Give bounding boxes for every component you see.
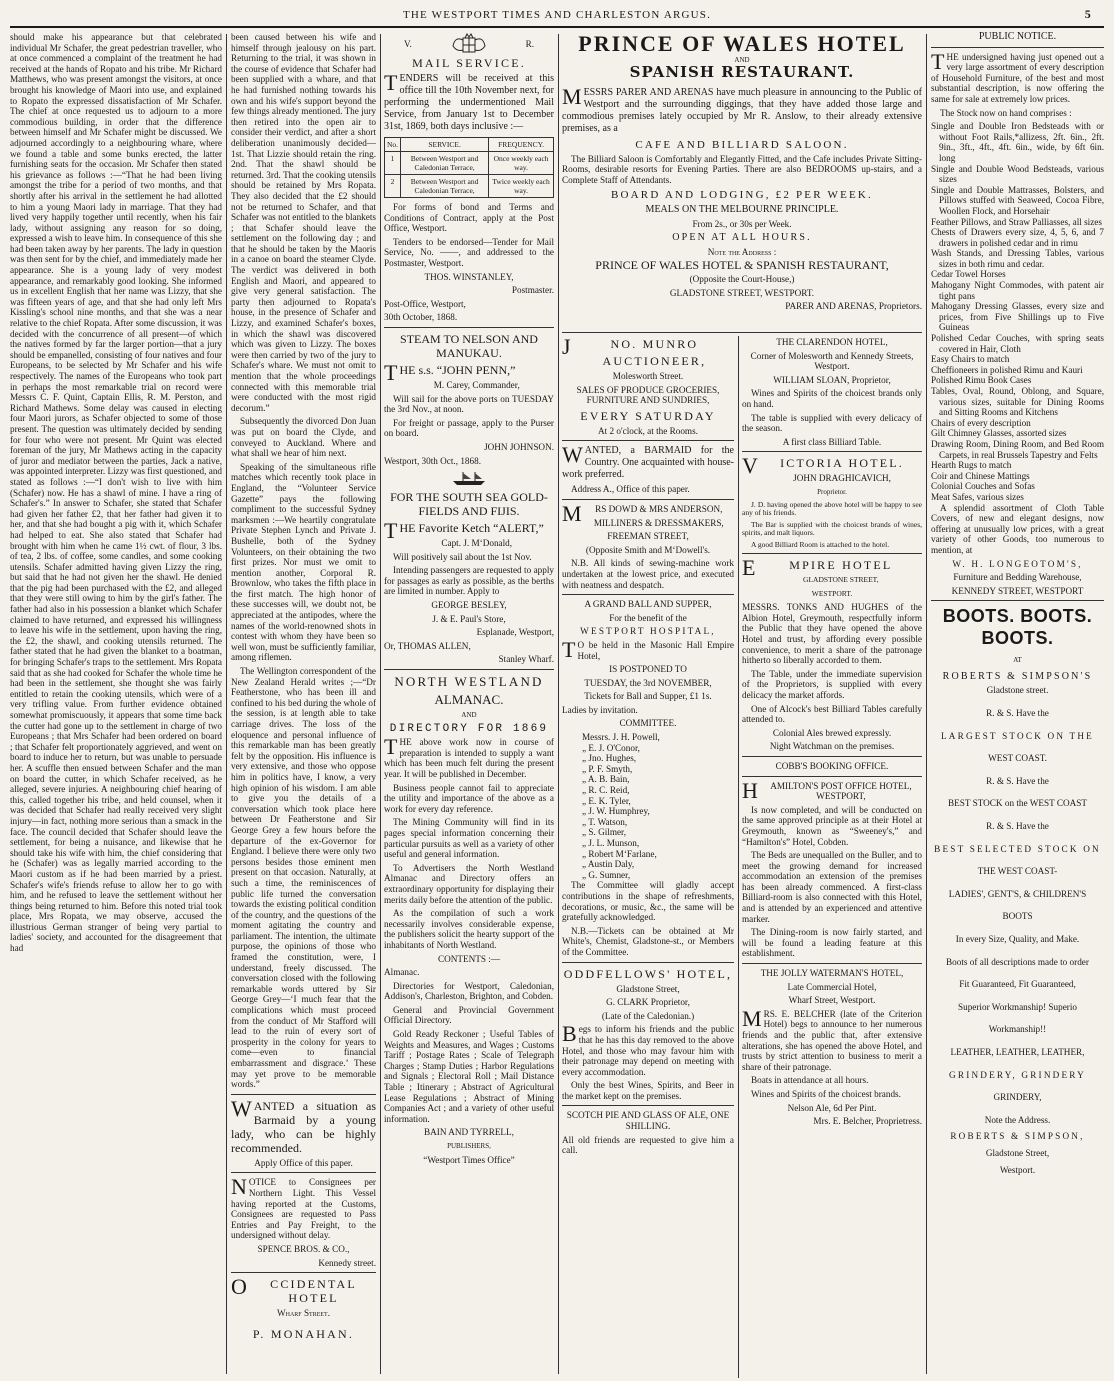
notice-p3: A splendid assortment of Cloth Table Covers, of new and elegant designs, now offering at unusually low prices, with a great variety of other Goods, too numerous to mention, at: [931, 502, 1104, 555]
jolly-p1: MRS. E. BELCHER (late of the Criterion Hotel) begs to announce to her numerous friends and the public that, after extensive alterations, she has opened the above Hotel, and trusts by strict attention to business to merit a share of their patronage.: [742, 1005, 922, 1072]
table-cell: Between Westport and Caledonian Terrace,: [401, 152, 489, 175]
article-paragraph: should make his appearance but that celebrated individual Mr Schafer, the great pedestrian traveller, who at once commenced a complaint of the treatment he had received at the hands of Ropato and his tribe. Mr Richard Matthews, who was present amongst the visitors, at once brought his knowledge of Maori into use, and explained to Ropato the expressed dissatisfaction of Mr Schafer. The chief at once requested us to adjourn to a more commodious building, in order that the difference between himself and Mr Schafer might be discussed. We adjourned accordingly to a neighbouring whare, where we found a table and some bunks erected, the latter furnishing seats for the occasion. Mr Schafer then stated his grievance as follows :—“That he had been living amongst the tribe for a period of two months, and that shortly after his arrival in the settlement he had allotted to him a young Maori lady in marriage. That they had lived very happily together until recently, when his fair lady, without assigning any reason for so doing, expressed a wish to leave him. In consequence of this she had been taken away by her parents. The lady in question was then sent for by the chief, and immediately made her appearance. She is a young lady of very modest appearance, and remarkably good looking. She informed us in excellent English that her name was Lizzy, that she was fifteen years of age, and that she had only left Mrs Kissling's school nine months, and that she was a near relative to the chief Ropata. After some discussion, it was decided with the concurrence of all present—of which the natives formed by far the larger portion—that a jury should be empanelled, consisting of four natives and four Europeans, to be selected by Mr Schafer and his wife respectively. The names of the Europeans who took part in perhaps the most remarkable trial on record were Messrs C. F. Quint, Captain Ellis, R. M. Perston, and Richard Mathews. Some delay was caused in electing four Maori jurors, as Schafer objected to some of those present. The question was ultimately decided by sending for four who were not present. Mr Quint was elected foreman of the jury, Mr Mathews acting in the capacity of juror and mediator between the parties, Jack a native, was appointed interpreter. Lizzy was first questioned, and stated as follows :—“I don't wish to live with him (Schafer) now. He has a shawl of mine. I have a ring of Schafer's.” In answer to Schafer, she stated that Schafer had given her father £2, that her father had given it to her, and that she had bought a pig with it, which Schafer had helped to eat. She also stated that Schafer had brought with him when he came 1½ cwt. of flour, 3 lbs. of tea, 2 lbs. of coffee, some candles, and some cooking utensils. Schafer admitted having given Lizzy the ring, but said that he had not given her the shawl. He denied that the pig had been purchased with the £2, and alleged that they were still owing to him by the girl's father. The father had also in his possession a blanket which Schafer claimed to have returned, and expressed his willingness to leave his wife in the settlement, upon having the ring, the £2, the shawl, and cooking utensils returned. The father stated that he had given the blanket to a boatman, for bringing Schafer's traps to the settlement. Mrs Ropata said that as she had cooked for Schafer the whole time he had been in the settlement, she thought she was fairly entitled to retain the cooking utensils, which were of a very trifling value. From further evidence obtained somewhat promiscuously, it appears that some time back the cutter had gone up to the settlement in charge of two Europeans ; that Mrs Schafer had been ordered on board ; that Schafer felt proportionately aggrieved, and went on board to induce her to return, but was unable to persuade her. A scuffle then ensued between Schafer and the man on board the cutter, in which Schafer received, as he alleged, severe injuries. A neighbouring chief hearing of this, called together his tribe, and held counsel, when it was decided that Schafer had really received very slight injury—in fact, nothing more serious than a smack in the face. The council decided that Schafer should leave the settlement, for being a nuisance, and likewise that he should take his wife with him, the chief considering that he (Schafer) was as legally married according to the Maori custom as if he had been married by a priest. Schafer's wife's friends refuse to allow her to go with him, and he refused to leave the settlement without her things being returned to him. Before this noted trial took place, Mrs Ropata, we may observe, accused the illustrious German stranger of being very partial to ladies' society, and accounted for the disagreement that had: [10, 32, 222, 954]
table-cell: Between Westport and Caledonian Terrace,: [401, 175, 489, 198]
notice-trade: Furniture and Bedding Warehouse,: [953, 572, 1082, 583]
south-passengers: Intending passengers are requested to apply for passages as early as possible, as the berths are limited in number. Apply to: [384, 565, 554, 597]
table-header: FREQUENCY.: [489, 138, 554, 152]
dowd-opposite: (Opposite Smith and M‘Dowell's.: [585, 544, 711, 555]
committee-list: [562, 732, 734, 880]
jolly-signature: Mrs. E. Belcher, Proprietress.: [813, 1116, 922, 1127]
ball-hospital: WESTPORT HOSPITAL,: [580, 626, 716, 637]
boots-line: BOOTS: [1002, 911, 1033, 922]
victoria-role: Proprietor.: [817, 487, 847, 496]
list-item: Drawing Room, Dining Room, and Bed Room Carpets, in real Brussels Tapestry and Felts: [931, 438, 1104, 460]
hamilton-title: HAMILTON'S POST OFFICE HOTEL, WESTPORT,: [742, 777, 912, 803]
boots-firm: ROBERTS & SIMPSON'S: [942, 670, 1093, 682]
dowd-names: MRS DOWD & MRS ANDERSON,: [562, 500, 723, 526]
prince-owners: PARER AND ARENAS, Proprietors.: [785, 301, 922, 312]
boots-line: LADIES', GENT'S, & CHILDREN'S: [948, 888, 1087, 899]
almanac-title: NORTH WESTLAND: [394, 674, 544, 690]
mail-service-title: MAIL SERVICE.: [412, 56, 526, 70]
page-number: 5: [1084, 7, 1092, 21]
list-item: „ J. L. Munson,: [582, 838, 640, 848]
table-row: [385, 152, 554, 175]
prince-billiard: The Billiard Saloon is Comfortably and Elegantly Fitted, and the Cafe includes Private Sitting-Rooms, desirable resorts for Evening Parties. There are also BEDROOMS up-stairs, and a Complete Staff of Attendants.: [562, 153, 922, 185]
oddfellows-title: ODDFELLOWS' HOTEL,: [563, 966, 733, 981]
list-item: Polished Rimu Book Cases: [931, 375, 1032, 386]
empire-p5: Night Watchman on the premises.: [769, 741, 895, 752]
victoria-owner: JOHN DRAGHICAVICH,: [793, 473, 891, 484]
victoria-p1: J. D. having opened the above hotel will be happy to see any of his friends.: [742, 499, 922, 518]
boots-line: ROBERTS & SIMPSON,: [950, 1131, 1085, 1142]
ball-contributions: The Committee will gladly accept contributions in the shape of refreshments, decorations, or music, &c., the same will be gratefully acknowledged.: [562, 880, 734, 923]
south-alt-addr: Stanley Wharf.: [498, 654, 554, 665]
empire-p4: Colonial Ales brewed expressly.: [772, 727, 892, 738]
oddfellows-owner: G. CLARK Proprietor,: [606, 997, 690, 1008]
mail-forms: For forms of bond and Terms and Conditions of Contract, apply at the Post Office, Westport.: [384, 202, 554, 234]
table-row: [385, 175, 554, 198]
prince-address: PRINCE OF WALES HOTEL & SPANISH RESTAURANT,: [595, 258, 889, 273]
boots-line: LARGEST STOCK ON THE: [941, 730, 1094, 741]
table-header-row: [385, 138, 554, 152]
crest-right-letter: R.: [525, 38, 534, 49]
list-item: „ Jno. Hughes,: [582, 753, 637, 764]
table-cell: Twice weekly each way.: [489, 175, 554, 198]
divider: [562, 440, 734, 441]
column-5: [742, 333, 922, 1130]
divider: [562, 1105, 734, 1106]
divider: [931, 47, 1104, 48]
list-item: „ Austin Daly,: [582, 859, 635, 870]
occidental-title: OCCIDENTAL HOTEL: [231, 1274, 357, 1306]
table-header: No.: [385, 138, 401, 152]
jolly-p3: Wines and Spirits of the choicest brands.: [751, 1088, 901, 1099]
cobb-title: COBB'S BOOKING OFFICE.: [775, 760, 889, 771]
scotch-title: SCOTCH PIE AND GLASS OF ALE, ONE SHILLING.: [566, 1110, 730, 1132]
column-rule: [558, 34, 559, 1374]
prince-title: PRINCE OF WALES HOTEL: [578, 32, 906, 56]
steam-sail: Will sail for the above ports on TUESDAY the 3rd Nov., at noon.: [384, 393, 554, 415]
divider: [742, 756, 922, 757]
munro-every: EVERY SATURDAY: [580, 408, 716, 423]
article-paragraph: Speaking of the simultaneous rifle matches which recently took place in England, the “Volunteer Service Gazette” pays the following compliment to the successful Sydney marksmen :—We heartily congratulate Private Stephen Lynch and Private J. Bushelle, both of the Sydney Volunteers, on their obtaining the two first prizes. Nor must we omit to mention another, Corporal R. Brownlow, who takes the fifth place in the first match. The high honor of these successes will, we doubt not, be appreciated at the antipodes, where the names of the world-renowned shots in contest with whom they have been so well won, must be sufficiently familiar, among riflemen.: [231, 461, 376, 663]
list-item: Meat Safes, various sizes: [931, 491, 1024, 502]
boots-line: R. & S. Have the: [986, 708, 1049, 719]
ball-venue: TO be held in the Masonic Hall Empire Hotel,: [562, 636, 734, 662]
almanac-contents: CONTENTS :—: [437, 953, 500, 964]
oddfellows-p1: Begs to inform his friends and the public that he has this day removed to the above Hotel, and those who may favour him with their patronage may depend on meeting with every accommodation.: [562, 1021, 734, 1077]
ball-postponed: IS POSTPONED TO: [609, 664, 687, 675]
empire-street: GLADSTONE STREET,: [803, 575, 879, 585]
steam-commander: M. Carey, Commander,: [433, 379, 520, 390]
boots-line: GRINDERY, GRINDERY: [949, 1069, 1086, 1080]
ball-tickets: Tickets for Ball and Supper, £1 1s.: [584, 691, 712, 702]
table-cell: 2: [385, 175, 401, 198]
boots-street: Gladstone street.: [986, 685, 1049, 696]
divider: [384, 327, 554, 328]
boots-title: BOOTS. BOOTS. BOOTS.: [942, 606, 1093, 649]
table-cell: Once weekly each way.: [489, 152, 554, 175]
prince-board: BOARD AND LODGING, £2 PER WEEK.: [610, 189, 874, 202]
list-item: „ Robert M‘Farlane,: [582, 848, 657, 859]
clarendon-p2: The table is supplied with every delicacy of the season.: [742, 412, 922, 434]
list-item: „ S. Gilmer,: [582, 827, 627, 838]
article-paragraph: The Wellington correspondent of the New Zealand Herald writes ;—“Dr Featherstone, who has been ill and confined to his bed during the whole of the session, is at length able to take carriage drives. The loss of the eloquence and personal influence of this remarkable man has been greatly felt by the opposition. His influence is very extensive, and those who oppose him in politics have, I know, a very high opinion of his wisdom. I am able to give you the details of a conversation which took place here between Dr Featherstone and Sir George Grey a few hours before the departure of the ex-Governor for England. I believe there were only two persons besides those eminent men present on that occasion. Naturally, at such a time, the reminiscences of public life turned the conversation towards the existing political condition of the country, and the questions of the moment agitating the country and parliament. The intention, the ultimate purpose, the opinions of those who framed the constitution, were, I understand, freely discussed. The conversation closed with the following remarkable words uttered by Sir George Grey—‘I much fear that the complications which must proceed from the conduct of Mr Stafford will lead to the ruin of every sort of prosperity in the colony for years to come—even to financial embarrassment and disgrace.’ These may yet prove to be memorable words.”: [231, 666, 376, 1090]
divider: [562, 499, 734, 500]
jolly-street: Wharf Street, Westport.: [788, 995, 876, 1006]
almanac-publisher-office: “Westport Times Office”: [423, 1154, 515, 1165]
column-4: [562, 333, 734, 1159]
table-header: SERVICE.: [401, 138, 489, 152]
jolly-p4: Nelson Ale, 6d Per Pint.: [787, 1102, 877, 1113]
prince-street: GLADSTONE STREET, WESTPORT.: [669, 287, 815, 298]
column-rule: [380, 34, 381, 1374]
notice-street: KENNEDY STREET, WESTPORT: [951, 585, 1084, 596]
consignees-firm: SPENCE BROS. & CO.,: [257, 1243, 350, 1254]
list-item: Tables, Oval, Round, Oblong, and Square, various sizes, suitable for Dining Rooms and Sitting Rooms and Kitchens: [931, 386, 1104, 418]
hamilton-p3: The Dining-room is now fairly started, and will be found a leading feature at this establishment.: [742, 927, 922, 959]
ball-committee: COMMITTEE.: [619, 718, 677, 729]
almanac-content-item: Almanac.: [384, 967, 420, 978]
steam-agent: JOHN JOHNSON.: [484, 441, 554, 452]
oddfellows-late: (Late of the Caledonian.): [601, 1010, 695, 1021]
column-3: [384, 32, 554, 1378]
mail-service-table: [384, 137, 554, 198]
boots-line: BEST STOCK on the WEST COAST: [948, 798, 1087, 809]
steam-ship: THE s.s. “JOHN PENN,”: [384, 359, 516, 385]
boots-line: Boots of all descriptions made to order: [946, 956, 1089, 967]
column-1-article: [10, 32, 222, 1378]
divider: [231, 1272, 376, 1273]
hamilton-p2: The Beds are unequalled on the Buller, and to meet the growing demand for increased accommodation an extension of the premises has been already commenced. A first-class Billiard-room is also connected with this Hotel, and is attended by an experienced and attentive marker.: [742, 850, 922, 924]
prince-intro: MESSRS PARER AND ARENAS have much pleasure in announcing to the Public of Westport and the surrounding diggings, that they have added those large and commodious premises lately occupied by Mr R. Anslow, to their already extensive premises, as a: [562, 84, 922, 134]
table-cell: 1: [385, 152, 401, 175]
notice-p2: The Stock now on hand comprises :: [940, 107, 1072, 118]
boots-line: Note the Address.: [984, 1114, 1051, 1125]
prince-price: From 2s., or 30s per Week.: [692, 218, 792, 229]
list-item: Messrs. J. H. Powell,: [582, 732, 660, 743]
victoria-title: VICTORIA HOTEL.: [742, 453, 904, 479]
mail-endorse: Tenders to be endorsed—Tender for Mail Service, No. ——, and addressed to the Postmaster, Westport.: [384, 236, 554, 268]
dowd-note: N.B. All kinds of sewing-machine work undertaken at the lowest price, and executed with neatness and despatch.: [562, 558, 734, 590]
prince-and: AND: [734, 56, 750, 64]
dowd-street: FREEMAN STREET,: [607, 531, 689, 542]
mail-tenders: TENDERS will be received at this office till the 10th November next, for performing the undermentioned Mail Service, from January 1st to December 31st, 1869, both days inclusive :—: [384, 70, 554, 132]
ship-icon: [449, 470, 489, 486]
list-item: „ T. Watson,: [582, 816, 628, 827]
list-item: „ G. Sumner,: [582, 869, 631, 880]
steam-freight: For freight or passage, apply to the Purser on board.: [384, 417, 554, 439]
divider: [384, 669, 554, 670]
boots-line: GRINDERY,: [993, 1092, 1042, 1103]
jolly-late: Late Commercial Hotel,: [787, 981, 877, 992]
stock-list: [931, 121, 1104, 502]
ball-tickets-note: N.B.—Tickets can be obtained at Mr White's, Chemist, Gladstone-st., or Members of the Committee.: [562, 925, 734, 957]
almanac-content-item: Gold Ready Reckoner ; Useful Tables of Weights and Measures, and Wages ; Customs Tariff ; Postage Rates ; Scale of Telegraph Charges ; Stamp Duties ; Harbor Regulations and Signals ; Electoral Roll ; Mail Distance Table ; Itinerary ; Abstract of Agricultural Lease Regulations ; Abstract of Mining Companies Act ; and a variety of other useful information.: [384, 1029, 554, 1124]
boots-line: LEATHER, LEATHER, LEATHER,: [950, 1046, 1085, 1057]
column-6: [931, 32, 1104, 1378]
clarendon-owner: WILLIAM SLOAN, Proprietor,: [773, 374, 891, 385]
empire-title: EMPIRE HOTEL: [742, 555, 893, 581]
almanac-p4: To Advertisers the North Westland Almanac and Directory offers an extraordinary opportunity for displaying their merits daily before the attention of the public.: [384, 862, 554, 905]
divider: [231, 1094, 376, 1095]
south-captain: Capt. J. M‘Donald,: [441, 538, 513, 549]
almanac-content-item: Directories for Westport, Caledonian, Addison's, Charleston, Brighton, and Cobden.: [384, 980, 554, 1002]
boots-line: R. & S. Have the: [986, 821, 1049, 832]
almanac-and: AND: [461, 711, 477, 720]
munro-time: At 2 o'clock, at the Rooms.: [598, 425, 698, 436]
almanac-content-item: General and Provincial Government Official Directory.: [384, 1004, 554, 1026]
list-item: „ J. W. Humphrey,: [582, 806, 650, 817]
almanac-publisher: BAIN AND TYRRELL,: [424, 1127, 514, 1138]
south-sea-title: FOR THE SOUTH SEA GOLD-FIELDS AND FIJIS.: [390, 490, 548, 519]
list-item: Single and Double Mattrasses, Bolsters, and Pillows stuffed with Seaweed, Cocoa Fibre, Woollen Flock, and Horsehair: [931, 184, 1104, 216]
divider: [742, 451, 922, 452]
list-item: Chests of Drawers every size, 4, 5, 6, and 7 drawers in polished cedar and in rimu: [931, 227, 1104, 248]
empire-town: WESTPORT.: [811, 588, 853, 598]
divider: [742, 553, 922, 554]
public-notice-title: PUBLIC NOTICE.: [978, 32, 1057, 42]
steam-title: STEAM TO NELSON AND MANUKAU.: [400, 331, 538, 360]
list-item: Wash Stands, and Dressing Tables, various sizes in both rimu and cedar.: [931, 248, 1104, 269]
scotch-p1: All old friends are requested to give him a call.: [562, 1134, 734, 1156]
south-alt-agent: Or, THOMAS ALLEN,: [384, 640, 471, 651]
almanac-p2: Business people cannot fail to appreciate the utility and importance of the above as a work for every day reference.: [384, 782, 554, 814]
munro-title: AUCTIONEER,: [602, 354, 707, 368]
list-item: Easy Chairs to match: [931, 354, 1010, 365]
barmaid-address: Address A., Office of this paper.: [571, 484, 690, 495]
south-ship: THE Favorite Ketch “ALERT,”: [384, 518, 544, 544]
munro-sales: SALES OF PRODUCE GROCERIES, FURNITURE AND SUNDRIES,: [576, 384, 720, 406]
barmaid-wanted: WANTED, a BARMAID for the Country. One acquainted with house-work preferred.: [562, 442, 734, 481]
list-item: Cheffioneers in polished Rimu and Kauri: [931, 364, 1083, 375]
list-item: Single and Double Wood Bedsteads, various sizes: [931, 163, 1104, 185]
divider: [562, 962, 734, 963]
prince-cafe: CAFE AND BILLIARD SALOON.: [635, 139, 849, 151]
almanac-p5: As the compilation of such a work necessarily involves considerable expense, the publishers solicit the hearty support of the inhabitants of North Westland.: [384, 908, 554, 950]
empire-p1: MESSRS. TONKS AND HUGHES of the Albion Hotel, Greymouth, respectfully inform the Public that they have opened the above Hotel and trust, by affording every possible convenience, to merit a share of the patronage hitherto so liberally accorded to them.: [742, 602, 922, 666]
columns-4-5: [562, 32, 922, 1378]
clarendon-title: THE CLARENDON HOTEL,: [776, 337, 888, 347]
column-rule: [926, 34, 927, 1374]
mail-footer: Post-Office, Westport,: [384, 298, 466, 309]
barmaid-ad: WANTED a situation as Barmaid by a young lady, who can be highly recommended.: [231, 1095, 376, 1155]
boots-line: Gladstone Street,: [985, 1147, 1050, 1158]
royal-arms-icon: [449, 32, 489, 56]
victoria-p3: A good Billiard Room is attached to the hotel.: [751, 539, 890, 549]
ball-for: For the benefit of the: [609, 612, 687, 623]
victoria-p2: The Bar is supplied with the choicest brands of wines, spirits, and malt liquors.: [742, 519, 922, 538]
clarendon-p1: Wines and Spirits of the choicest brands only on hand.: [742, 388, 922, 409]
south-agent-store: J. & E. Paul's Store,: [432, 613, 506, 624]
list-item: Mahogany Dressing Glasses, every size and prices, from Five Shillings up to Five Guineas: [931, 301, 1104, 333]
article-paragraph: Subsequently the divorced Don Juan was put on board the Clyde, and conveyed to Auckland. Where and what shall we hear of him next.: [231, 416, 376, 459]
clarendon-p3: A first class Billiard Table.: [782, 436, 882, 447]
prince-open: OPEN AT ALL HOURS.: [672, 232, 812, 244]
notice-p1: THE undersigned having just opened out a very large assortment of every description of Household Furniture, of the best and most substantial description, is now offering the same for sale at extremely low prices.: [931, 48, 1104, 104]
occidental-owner: P. MONAHAN.: [252, 1326, 355, 1341]
article-paragraph: been caused between his wife and himself through jealousy on his part. Returning to the trial, it was shown in the course of evidence that Schafer had been supplied with a whare, and that he had furnished nothing towards his own and his wife's support beyond the few things already mentioned. The jury then retired into the open air to consider their verdict, and after a short deliberation unanimously decided—1st. That Lizzie should retain the ring. 2nd. That the shawl should be returned. 3rd. That the cooking utensils should be retained by Mrs Ropata. They also decided that the £2 should not be returned to Schafer, and that Schafer was not entitled to the blankets ; that Schafer should leave the settlement on the following day ; and that he should be taken by the Maoris in a canoe on board the steamer Clyde. The verdict was delivered in both English and Maori, and appeared to give very general satisfaction. The party then adjourned to Ropata's house, in the presence of Schafer and Lizzy, and examined Schafer's boxes, in which the shawl was discovered which was given to Lizzy. The boxes were then carried by two of the jury to Schafer's whare. We must not omit to mention that the whole proceedings connected with this memorable trial were conducted with the most rigid decorum.”: [231, 32, 376, 413]
divider: [931, 600, 1104, 601]
south-sail: Will positively sail about the 1st Nov.: [393, 551, 532, 562]
divider: [562, 594, 734, 595]
list-item: „ R. C. Reid,: [582, 785, 630, 796]
empire-p3: One of Alcock's best Billiard Tables carefully attended to.: [742, 703, 922, 725]
consignees-street: Kennedy street.: [318, 1257, 376, 1268]
boots-line: WEST COAST.: [988, 753, 1047, 764]
munro-street: Molesworth Street.: [612, 371, 684, 381]
oddfellows-p2: Only the best Wines, Spirits, and Beer in the market kept on the premises.: [562, 1080, 734, 1101]
boots-line: In every Size, Quality, and Make.: [955, 934, 1080, 944]
list-item: „ E. J. O'Conor,: [582, 742, 640, 753]
column-2: [231, 32, 376, 1378]
boots-line: Westport.: [999, 1164, 1036, 1175]
list-item: „ E. K. Tyler,: [582, 795, 631, 806]
munro-name: JNO. MUNRO: [562, 334, 699, 359]
prince-meals: MEALS ON THE MELBOURNE PRINCIPLE.: [645, 203, 839, 215]
divider: [231, 1172, 376, 1173]
almanac-directory: DIRECTORY FOR 1869: [389, 722, 549, 735]
royal-crest: [384, 32, 554, 56]
ball-title: A GRAND BALL AND SUPPER,: [584, 599, 712, 610]
newspaper-title: THE WESTPORT TIMES AND CHARLESTON ARGUS.: [402, 9, 712, 21]
dowd-trade: MILLINERS & DRESSMAKERS,: [593, 517, 724, 528]
boots-line: THE WEST COAST-: [977, 866, 1058, 877]
prince-opposite: (Opposite the Court-House,): [689, 273, 795, 284]
mail-role: Postmaster.: [511, 285, 554, 296]
list-item: Single and Double Iron Bedsteads with or without Foot Rails,*allizess, 2ft. 6in., 2ft. 9in., 3ft., 4ft., 4ft. 6in., wide, by 6ft 6in. long: [931, 121, 1104, 163]
list-item: „ P. F. Smyth,: [582, 763, 633, 774]
mail-date: 30th October, 1868.: [384, 312, 458, 323]
masthead: [10, 4, 1104, 28]
mail-signer: THOS. WINSTANLEY,: [424, 271, 514, 282]
boots-at: AT: [1013, 656, 1022, 665]
lower-ads: [562, 333, 922, 1378]
list-item: Mahogany Night Commodes, with patent air tight pans: [931, 280, 1104, 301]
crest-left-letter: V.: [404, 38, 412, 49]
almanac-p1: THE above work now in course of preparation is intended to supply a want which has been much felt during the present year. It will be published in December.: [384, 734, 554, 779]
almanac-subtitle: ALMANAC.: [434, 692, 504, 708]
consignees-notice: NOTICE to Consignees per Northern Light. This Vessel having reported at the Customs, Consignees are requested to Pass Entries and Pay Freight, to the undersigned without delay.: [231, 1174, 376, 1241]
jolly-p2: Boats in attendance at all hours.: [751, 1075, 869, 1086]
ball-ladies: Ladies by invitation.: [562, 704, 638, 715]
list-item: „ A. B. Bain,: [582, 774, 630, 785]
boots-line: Workmanship!!: [988, 1024, 1047, 1035]
boots-line: Fit Guaranteed, Fit Guaranteed,: [959, 979, 1076, 990]
list-item: Colonial Couches and Sofas: [931, 481, 1035, 492]
almanac-p3: The Mining Community will find in its pages special information concerning their particular pursuits as well as a variety of other useful and general information.: [384, 817, 554, 860]
barmaid-office: Apply Office of this paper.: [254, 1157, 353, 1168]
occidental-street: Wharf Street.: [276, 1308, 331, 1319]
south-agent: GEORGE BESLEY,: [431, 600, 507, 611]
list-item: Hearth Rugs to match: [931, 460, 1012, 471]
boots-line: Superior Workmanship! Superio: [957, 1001, 1078, 1012]
prince-note: Note the Address :: [707, 246, 777, 257]
list-item: Feather Pillows, and Straw Palliasses, all sizes: [931, 216, 1102, 227]
list-item: Chairs of every description: [931, 417, 1031, 428]
boots-line: R. & S. Have the: [986, 775, 1049, 786]
prince-subtitle: SPANISH RESTAURANT.: [629, 63, 855, 81]
divider: [742, 963, 922, 964]
almanac-publisher-role: PUBLISHERS,: [447, 1142, 491, 1150]
empire-p2: The Table, under the immediate supervision of the Proprietors, is supplied with every delicacy the market affords.: [742, 668, 922, 700]
list-item: Coir and Chinese Mattings: [931, 470, 1030, 481]
ball-date: TUESDAY, the 3rd NOVEMBER,: [584, 677, 712, 688]
oddfellows-street: Gladstone Street,: [616, 983, 680, 994]
list-item: Gilt Chimney Glasses, assorted sizes: [931, 428, 1067, 439]
divider: [742, 776, 922, 777]
hamilton-p1: Is now completed, and will be conducted on the same approved principle as at their Hotel at Greymouth, known as “Sweeney's,” and “Hamilton's” Hotel, Cobden.: [742, 804, 922, 847]
column-rule: [226, 34, 227, 1374]
south-agent-addr: Esplanade, Westport,: [476, 627, 554, 638]
steam-date: Westport, 30th Oct., 1868.: [384, 455, 481, 466]
list-item: Polished Cedar Couches, with spring seats covered in Hair, Cloth: [931, 333, 1104, 354]
prince-of-wales-ad: [562, 32, 922, 332]
jolly-title: THE JOLLY WATERMAN'S HOTEL,: [760, 968, 904, 979]
clarendon-address: Corner of Molesworth and Kennedy Streets, Westport.: [750, 350, 914, 372]
boots-line: BEST SELECTED STOCK ON: [934, 843, 1101, 854]
list-item: Cedar Towel Horses: [931, 269, 1006, 280]
notice-firm: W. H. LONGEOTOM'S,: [952, 558, 1083, 569]
